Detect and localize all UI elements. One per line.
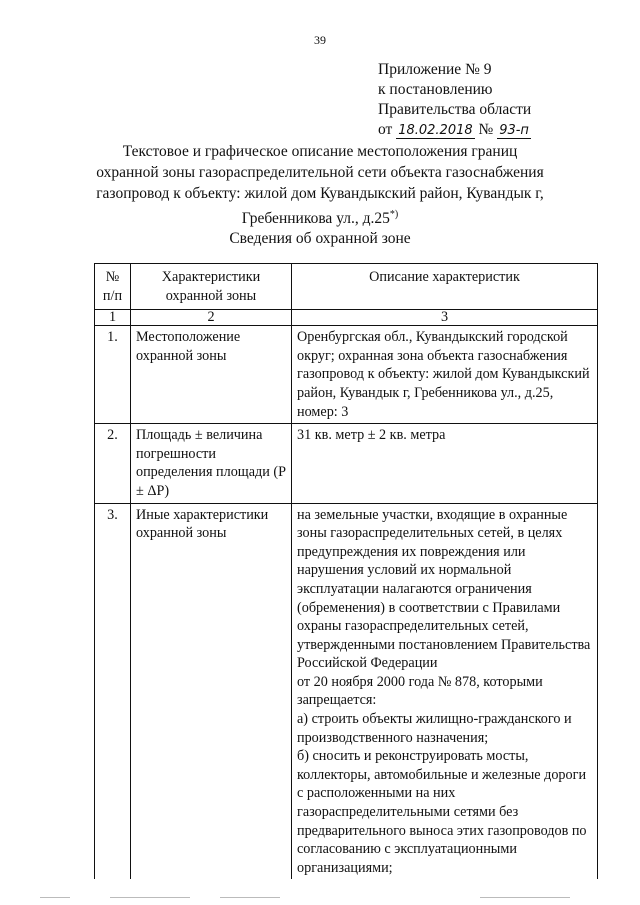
handwritten-number: 93-п — [499, 123, 529, 138]
appendix-decree-ref: к постановлению — [378, 81, 493, 98]
scan-artifacts — [40, 897, 600, 899]
row-characteristic: Площадь ± величина погрешности определения площади (P ± ΔP) — [131, 424, 292, 503]
table-row — [95, 503, 598, 879]
index-cell: 2 — [131, 310, 292, 326]
header-description: Описание характеристик — [292, 264, 598, 310]
row-characteristic: Иные характеристики охранной зоны — [131, 503, 292, 879]
row-description: 31 кв. метр ± 2 кв. метра — [292, 424, 598, 503]
table-row — [95, 326, 598, 424]
footnote-mark: *) — [389, 209, 399, 220]
row-description: Оренбургская обл., Кувандыкский городской округ; охранная зона объекта газоснабжения газопровод к объекту: жилой дом Кувандыкский район, Кувандык г, Гребенникова ул., д.25, номер: 3 — [292, 326, 598, 424]
description-paragraph: от 20 ноября 2000 года № 878, которыми запрещается: — [297, 673, 543, 709]
document-title-text: Текстовое и графическое описание местоположения границ охранной зоны газораспределительной сети объекта газоснабжения газопровод к объекту: жилой дом Кувандыкский район, Кувандык г, Гребенникова ул., д.25 — [96, 143, 544, 228]
document-title — [95, 141, 545, 229]
description-paragraph: а) строить объекты жилищно-гражданского и производственного назначения; — [297, 711, 572, 746]
table-header-row — [95, 264, 598, 310]
table-row — [95, 424, 598, 503]
index-cell: 3 — [292, 310, 598, 326]
appendix-authority: Правительства области — [378, 101, 532, 118]
row-number: 1. — [95, 326, 131, 424]
scan-mark — [110, 897, 190, 898]
handwritten-date: 18.02.2018 — [398, 123, 473, 138]
number-sign: № — [478, 121, 494, 138]
date-prefix: от — [378, 121, 393, 138]
appendix-title: Приложение № 9 — [378, 61, 492, 78]
description-paragraph: на земельные участки, входящие в охранные зоны газораспределительных сетей, в целях предупреждения их повреждения или нарушения условий их нормальной эксплуатации налагаются ограничения (обременения) в соответствии с Правилами охраны газораспределительных сетей, утвержденными постановлением Правительства Российской Федерации — [297, 506, 591, 672]
table-index-row — [95, 310, 598, 326]
row-number: 2. — [95, 424, 131, 503]
row-number: 3. — [95, 503, 131, 879]
index-cell: 1 — [95, 310, 131, 326]
scan-mark — [40, 897, 70, 898]
row-description — [292, 503, 598, 879]
row-characteristic: Местоположение охранной зоны — [131, 326, 292, 424]
protection-zone-table — [94, 263, 598, 879]
appendix-date-line — [378, 120, 531, 141]
header-characteristics: Характеристики охранной зоны — [131, 264, 292, 310]
scan-mark — [480, 897, 570, 898]
scan-mark — [220, 897, 280, 898]
header-number: № п/п — [95, 264, 131, 310]
appendix-header — [378, 60, 531, 141]
page-number: 39 — [314, 33, 326, 47]
description-paragraph: б) сносить и реконструировать мосты, коллекторы, автомобильные и железные дороги с расположенными на них газораспределительными сетями без предварительного выноса этих газопроводов по согласованию с эксплуатационными организациями; — [297, 748, 587, 876]
section-heading: Сведения об охранной зоне — [229, 230, 411, 247]
